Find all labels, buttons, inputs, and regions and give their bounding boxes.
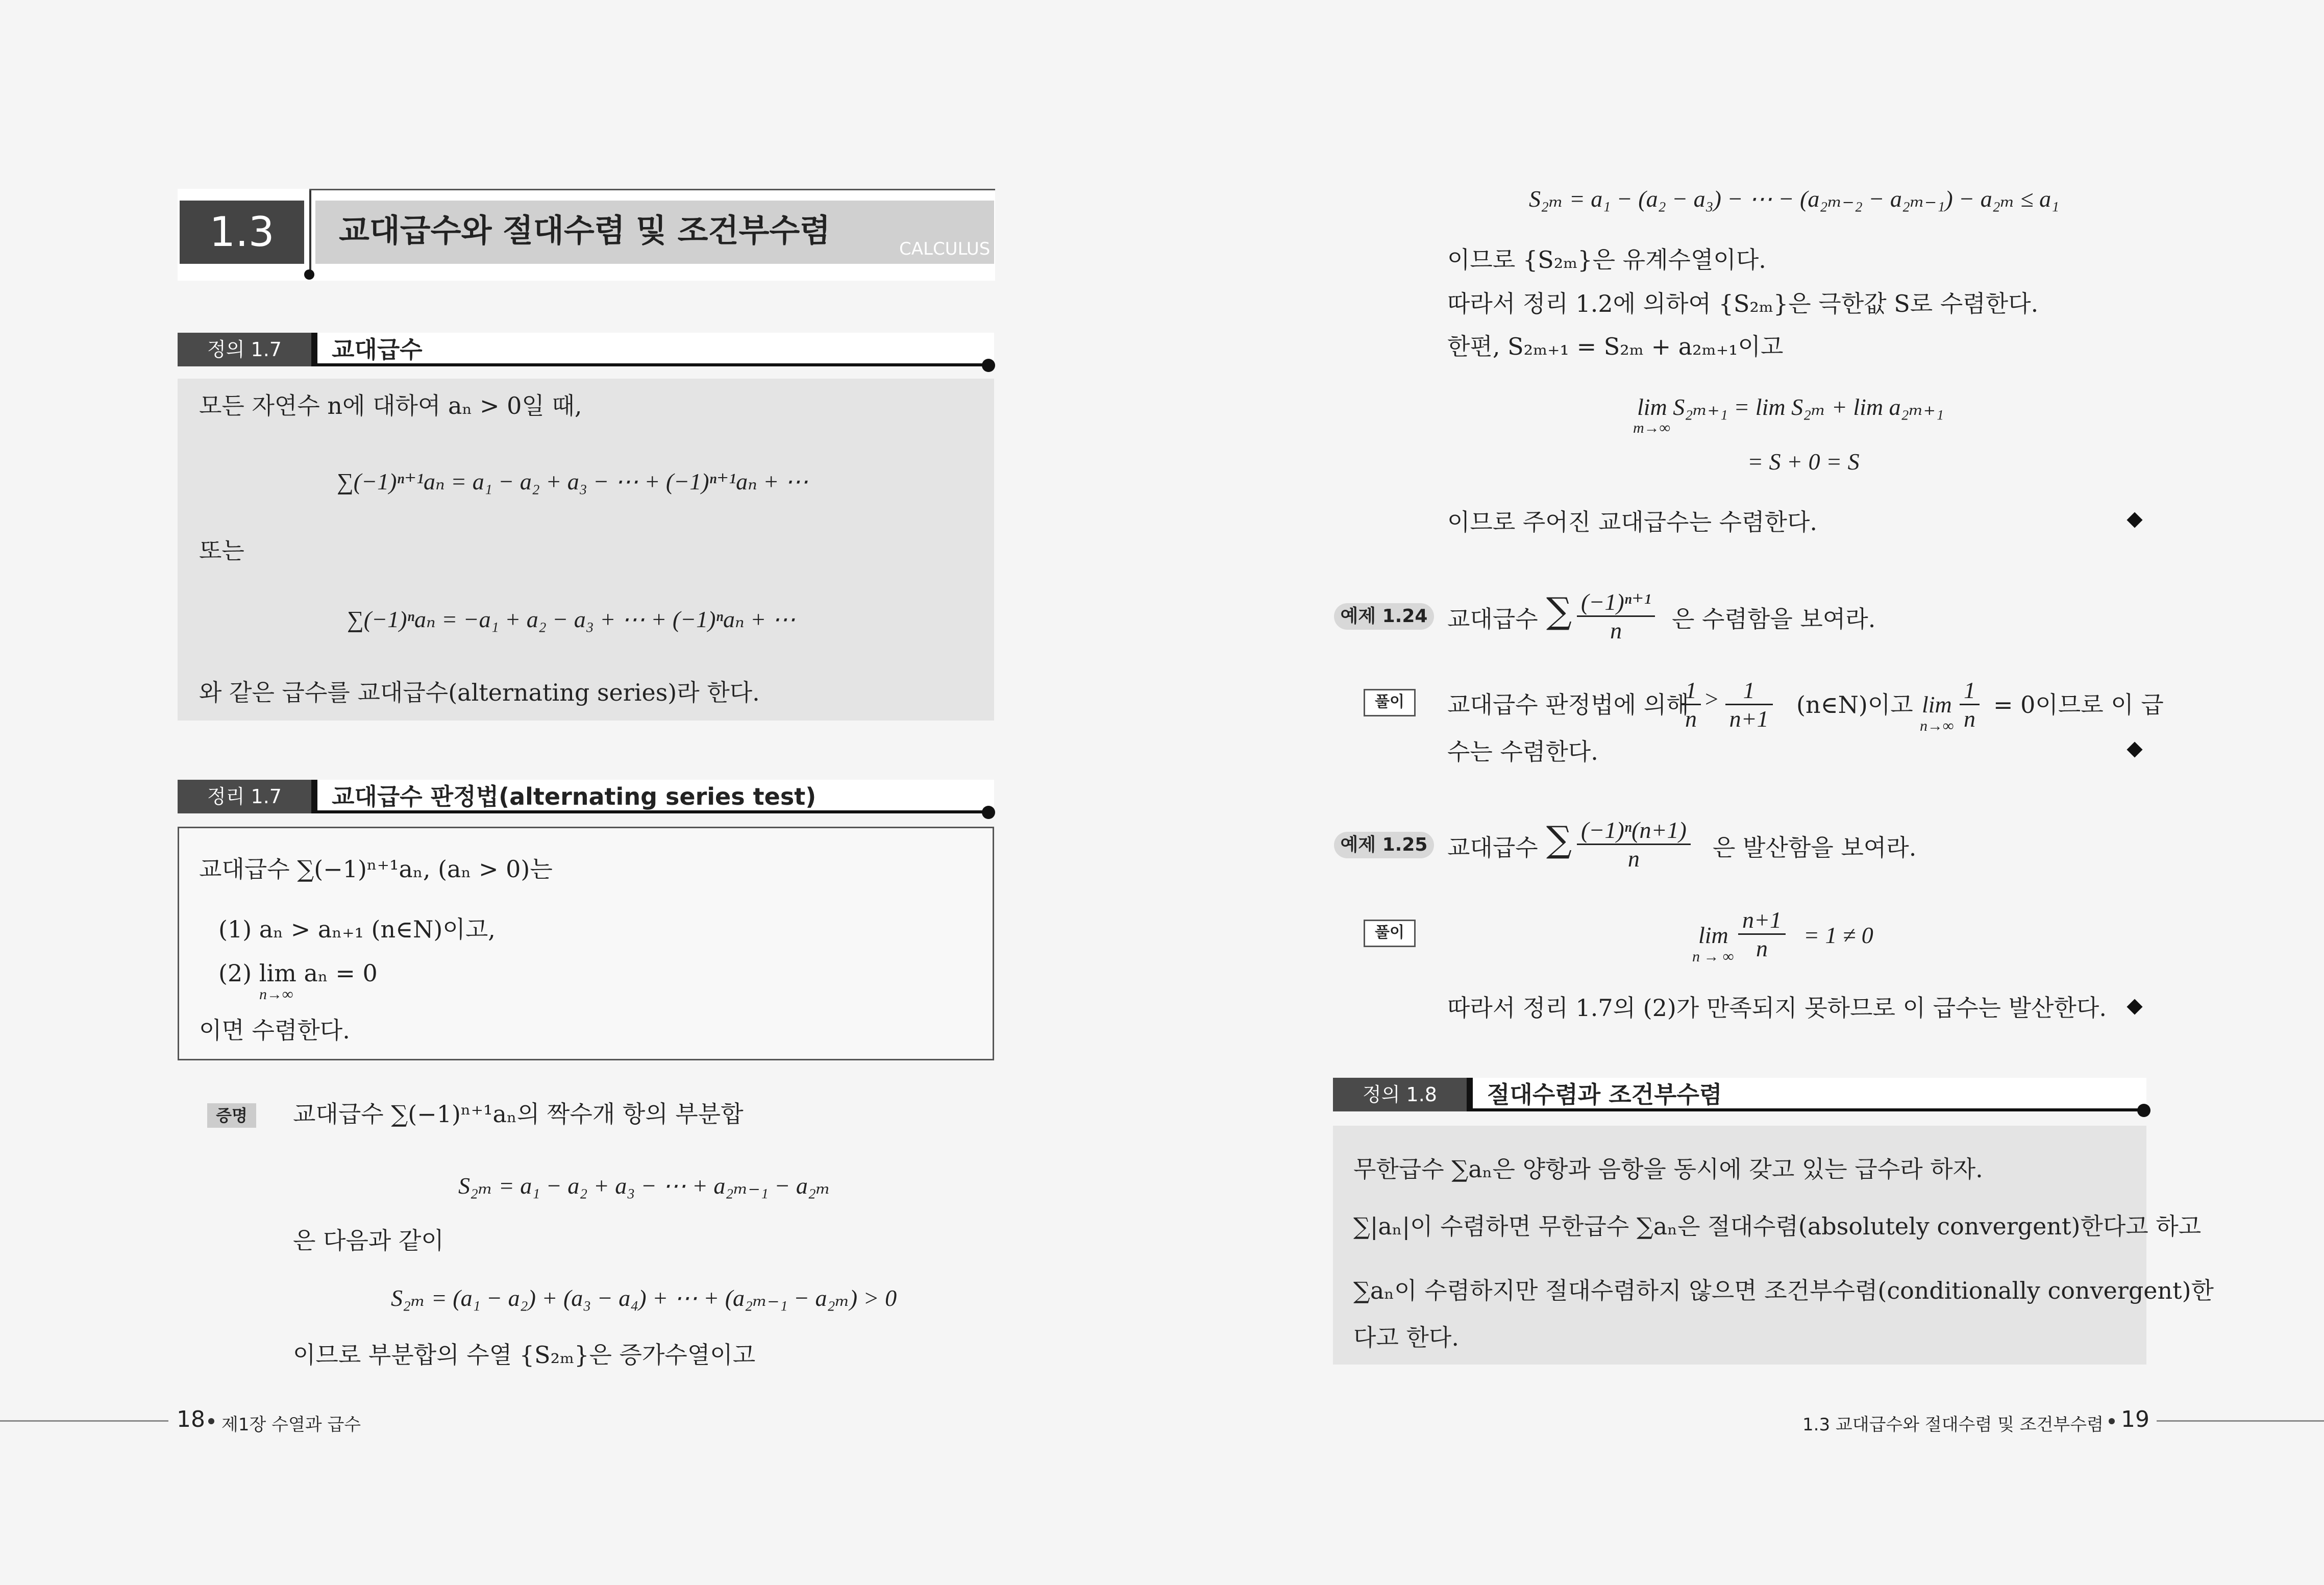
def17-box xyxy=(178,379,994,721)
ex125-eq-frac xyxy=(1738,906,1786,962)
right-eq2: = S + 0 = S xyxy=(1747,449,1860,475)
ex125-lim: lim xyxy=(1698,922,1728,948)
def18-dot xyxy=(2137,1104,2150,1117)
ex124-den: n xyxy=(1610,617,1622,643)
thm17-tag: 정리 1.7 xyxy=(178,780,311,813)
ex125-eq-post: = 1 ≠ 0 xyxy=(1803,922,1873,948)
def17-title: 교대급수 xyxy=(332,336,423,363)
proof-p2: 은 다음과 같이 xyxy=(293,1227,444,1254)
ex124-s2: 수는 수렴한다. xyxy=(1447,738,1598,765)
ex125-tag: 예제 1.25 xyxy=(1334,832,1434,858)
ex125-sigma: ∑ xyxy=(1546,819,1572,860)
ex124-gt: > xyxy=(1703,686,1725,712)
def17-rule xyxy=(317,363,989,366)
ex124-tag: 예제 1.24 xyxy=(1334,603,1434,630)
right-l3: 한편, S₂ₘ₊₁ = S₂ₘ + a₂ₘ₊₁이고 xyxy=(1447,333,1784,360)
end-mark xyxy=(2127,741,2142,757)
ex124-sol-label: 풀이 xyxy=(1364,689,1416,716)
right-l4: 이므로 주어진 교대급수는 수렴한다. xyxy=(1447,508,1818,536)
proof-label: 증명 xyxy=(207,1103,256,1128)
right-l1: 이므로 {S₂ₘ}은 유계수열이다. xyxy=(1447,246,1766,274)
thm17-c1: (1) aₙ > aₙ₊₁ (n∈N)이고, xyxy=(218,915,496,943)
right-eq1-sub: m→∞ xyxy=(1633,419,1671,436)
right-l2: 따라서 정리 1.2에 의하여 {S₂ₘ}은 극한값 S로 수렴한다. xyxy=(1447,290,2039,317)
ex124-fraction xyxy=(1577,588,1655,644)
proof-eq2: S₂ₘ = (a₁ − a₂) + (a₃ − a₄) + ⋯ + (a₂ₘ₋₁ − a₂ₘ) > 0 xyxy=(391,1285,897,1311)
def18-l4: 다고 한다. xyxy=(1353,1324,1459,1351)
ex125-sol-label: 풀이 xyxy=(1364,920,1416,947)
ex124-post: 은 수렴함을 보여라. xyxy=(1672,605,1876,633)
def18-l1: 무한급수 ∑aₙ은 양항과 음항을 동시에 갖고 있는 급수라 하자. xyxy=(1353,1155,1983,1183)
thm17-line1: 교대급수 ∑(−1)ⁿ⁺¹aₙ, (aₙ > 0)는 xyxy=(199,855,553,883)
def17-or: 또는 xyxy=(199,537,244,564)
right-page-number: 19 xyxy=(2121,1406,2149,1432)
proof-p1: 교대급수 ∑(−1)ⁿ⁺¹aₙ의 짝수개 항의 부분합 xyxy=(293,1100,744,1128)
ex124-one-over-n1: $\frac{1}{n+1}$ xyxy=(1725,677,1773,732)
def17-eq1: ∑(−1)ⁿ⁺¹aₙ = a₁ − a₂ + a₃ − ⋯ + (−1)ⁿ⁺¹aₙ + ⋯ xyxy=(337,468,808,494)
ex125-fraction xyxy=(1577,816,1691,872)
thm17-title: 교대급수 판정법(alternating series test) xyxy=(332,783,817,810)
ex125-num: (−1)ⁿ(n+1) xyxy=(1577,816,1691,845)
right-eq0: S₂ₘ = a₁ − (a₂ − a₃) − ⋯ − (a₂ₘ₋₂ − a₂ₘ₋₁) − a₂ₘ ≤ a₁ xyxy=(1529,186,2060,212)
thm17-c2-sub: n→∞ xyxy=(259,986,293,1003)
end-mark xyxy=(2127,999,2142,1014)
ex125-frac xyxy=(1577,816,1691,872)
ex125-lim-sub: n → ∞ xyxy=(1692,948,1734,965)
proof-eq1: S₂ₘ = a₁ − a₂ + a₃ − ⋯ + a₂ₘ₋₁ − a₂ₘ xyxy=(458,1173,831,1199)
right-footer-bullet xyxy=(2109,1418,2115,1424)
ex125-pre: 교대급수 xyxy=(1447,834,1538,861)
ex124-ineq xyxy=(1681,677,1773,732)
ex124-sigma: ∑ xyxy=(1546,590,1572,632)
ex124-num: (−1)ⁿ⁺¹ xyxy=(1577,588,1655,617)
ex124-lim-frac: $\frac{1}{n}$ xyxy=(1960,677,1980,732)
left-chapter-title: 제1장 수열과 급수 xyxy=(221,1415,361,1435)
thm17-rule xyxy=(317,810,989,813)
def17-tag: 정의 1.7 xyxy=(178,333,311,366)
ex125-s2: 따라서 정리 1.7의 (2)가 만족되지 못하므로 이 급수는 발산한다. xyxy=(1447,994,2107,1022)
ex124-s1: 교대급수 판정법에 의해 xyxy=(1447,691,1689,719)
ex124-lim: lim xyxy=(1922,691,1952,717)
ex124-s1b: (n∈N)이고 xyxy=(1796,691,1913,719)
proof-p3: 이므로 부분합의 수열 {S₂ₘ}은 증가수열이고 xyxy=(293,1341,756,1369)
ex125-eq-num: n+1 xyxy=(1738,906,1786,935)
def17-line1: 모든 자연수 n에 대하여 aₙ > 0일 때, xyxy=(199,392,582,419)
def18-rule xyxy=(1473,1108,2144,1111)
ex124-frac xyxy=(1577,588,1655,644)
ex125-post: 은 발산함을 보여라. xyxy=(1713,834,1917,861)
right-eq1: lim S₂ₘ₊₁ = lim S₂ₘ + lim a₂ₘ₊₁ xyxy=(1637,394,1944,420)
left-footer-rule xyxy=(0,1420,168,1422)
section-top-rule xyxy=(309,189,995,190)
ex124-one-over-n: $\frac{1}{n}$ xyxy=(1681,677,1701,732)
section-dot xyxy=(304,269,314,280)
end-mark xyxy=(2127,512,2142,528)
thm17-line2: 이면 수렴한다. xyxy=(199,1017,350,1044)
def18-title: 절대수렴과 조건부수렴 xyxy=(1487,1081,1722,1108)
ex125-eq-den: n xyxy=(1756,935,1768,961)
section-number: 1.3 xyxy=(180,201,304,264)
ex124-pre: 교대급수 xyxy=(1447,605,1538,633)
left-footer-bullet xyxy=(208,1418,214,1424)
def17-line2: 와 같은 급수를 교대급수(alternating series)라 한다. xyxy=(199,679,760,706)
right-running-title: 1.3 교대급수와 절대수렴 및 조건부수렴 xyxy=(1802,1415,2104,1435)
def17-divider xyxy=(311,333,317,366)
def17-dot xyxy=(982,359,995,372)
section-title: 교대급수와 절대수렴 및 조건부수렴 xyxy=(339,212,831,249)
left-page-number: 18 xyxy=(177,1406,205,1432)
section-divider xyxy=(309,189,311,276)
thm17-c2: (2) lim aₙ = 0 xyxy=(218,959,378,987)
def18-divider xyxy=(1467,1078,1473,1111)
thm17-dot xyxy=(982,806,995,819)
def18-tag: 정의 1.8 xyxy=(1333,1078,1467,1111)
ex124-lim-sub: n→∞ xyxy=(1920,717,1954,734)
thm17-divider xyxy=(311,780,317,813)
right-footer-rule xyxy=(2157,1420,2324,1422)
def17-eq2: ∑(−1)ⁿaₙ = −a₁ + a₂ − a₃ + ⋯ + (−1)ⁿaₙ + ⋯ xyxy=(347,606,796,632)
def18-l3: ∑aₙ이 수렴하지만 절대수렴하지 않으면 조건부수렴(conditionally convergent)한 xyxy=(1353,1277,2214,1304)
ex125-den: n xyxy=(1627,846,1640,872)
def18-l2: ∑|aₙ|이 수렴하면 무한급수 ∑aₙ은 절대수렴(absolutely convergent)한다고 하고 xyxy=(1353,1212,2202,1240)
ex124-s1c: = 0이므로 이 급 xyxy=(1993,691,2164,719)
section-tag: CALCULUS xyxy=(899,239,991,259)
